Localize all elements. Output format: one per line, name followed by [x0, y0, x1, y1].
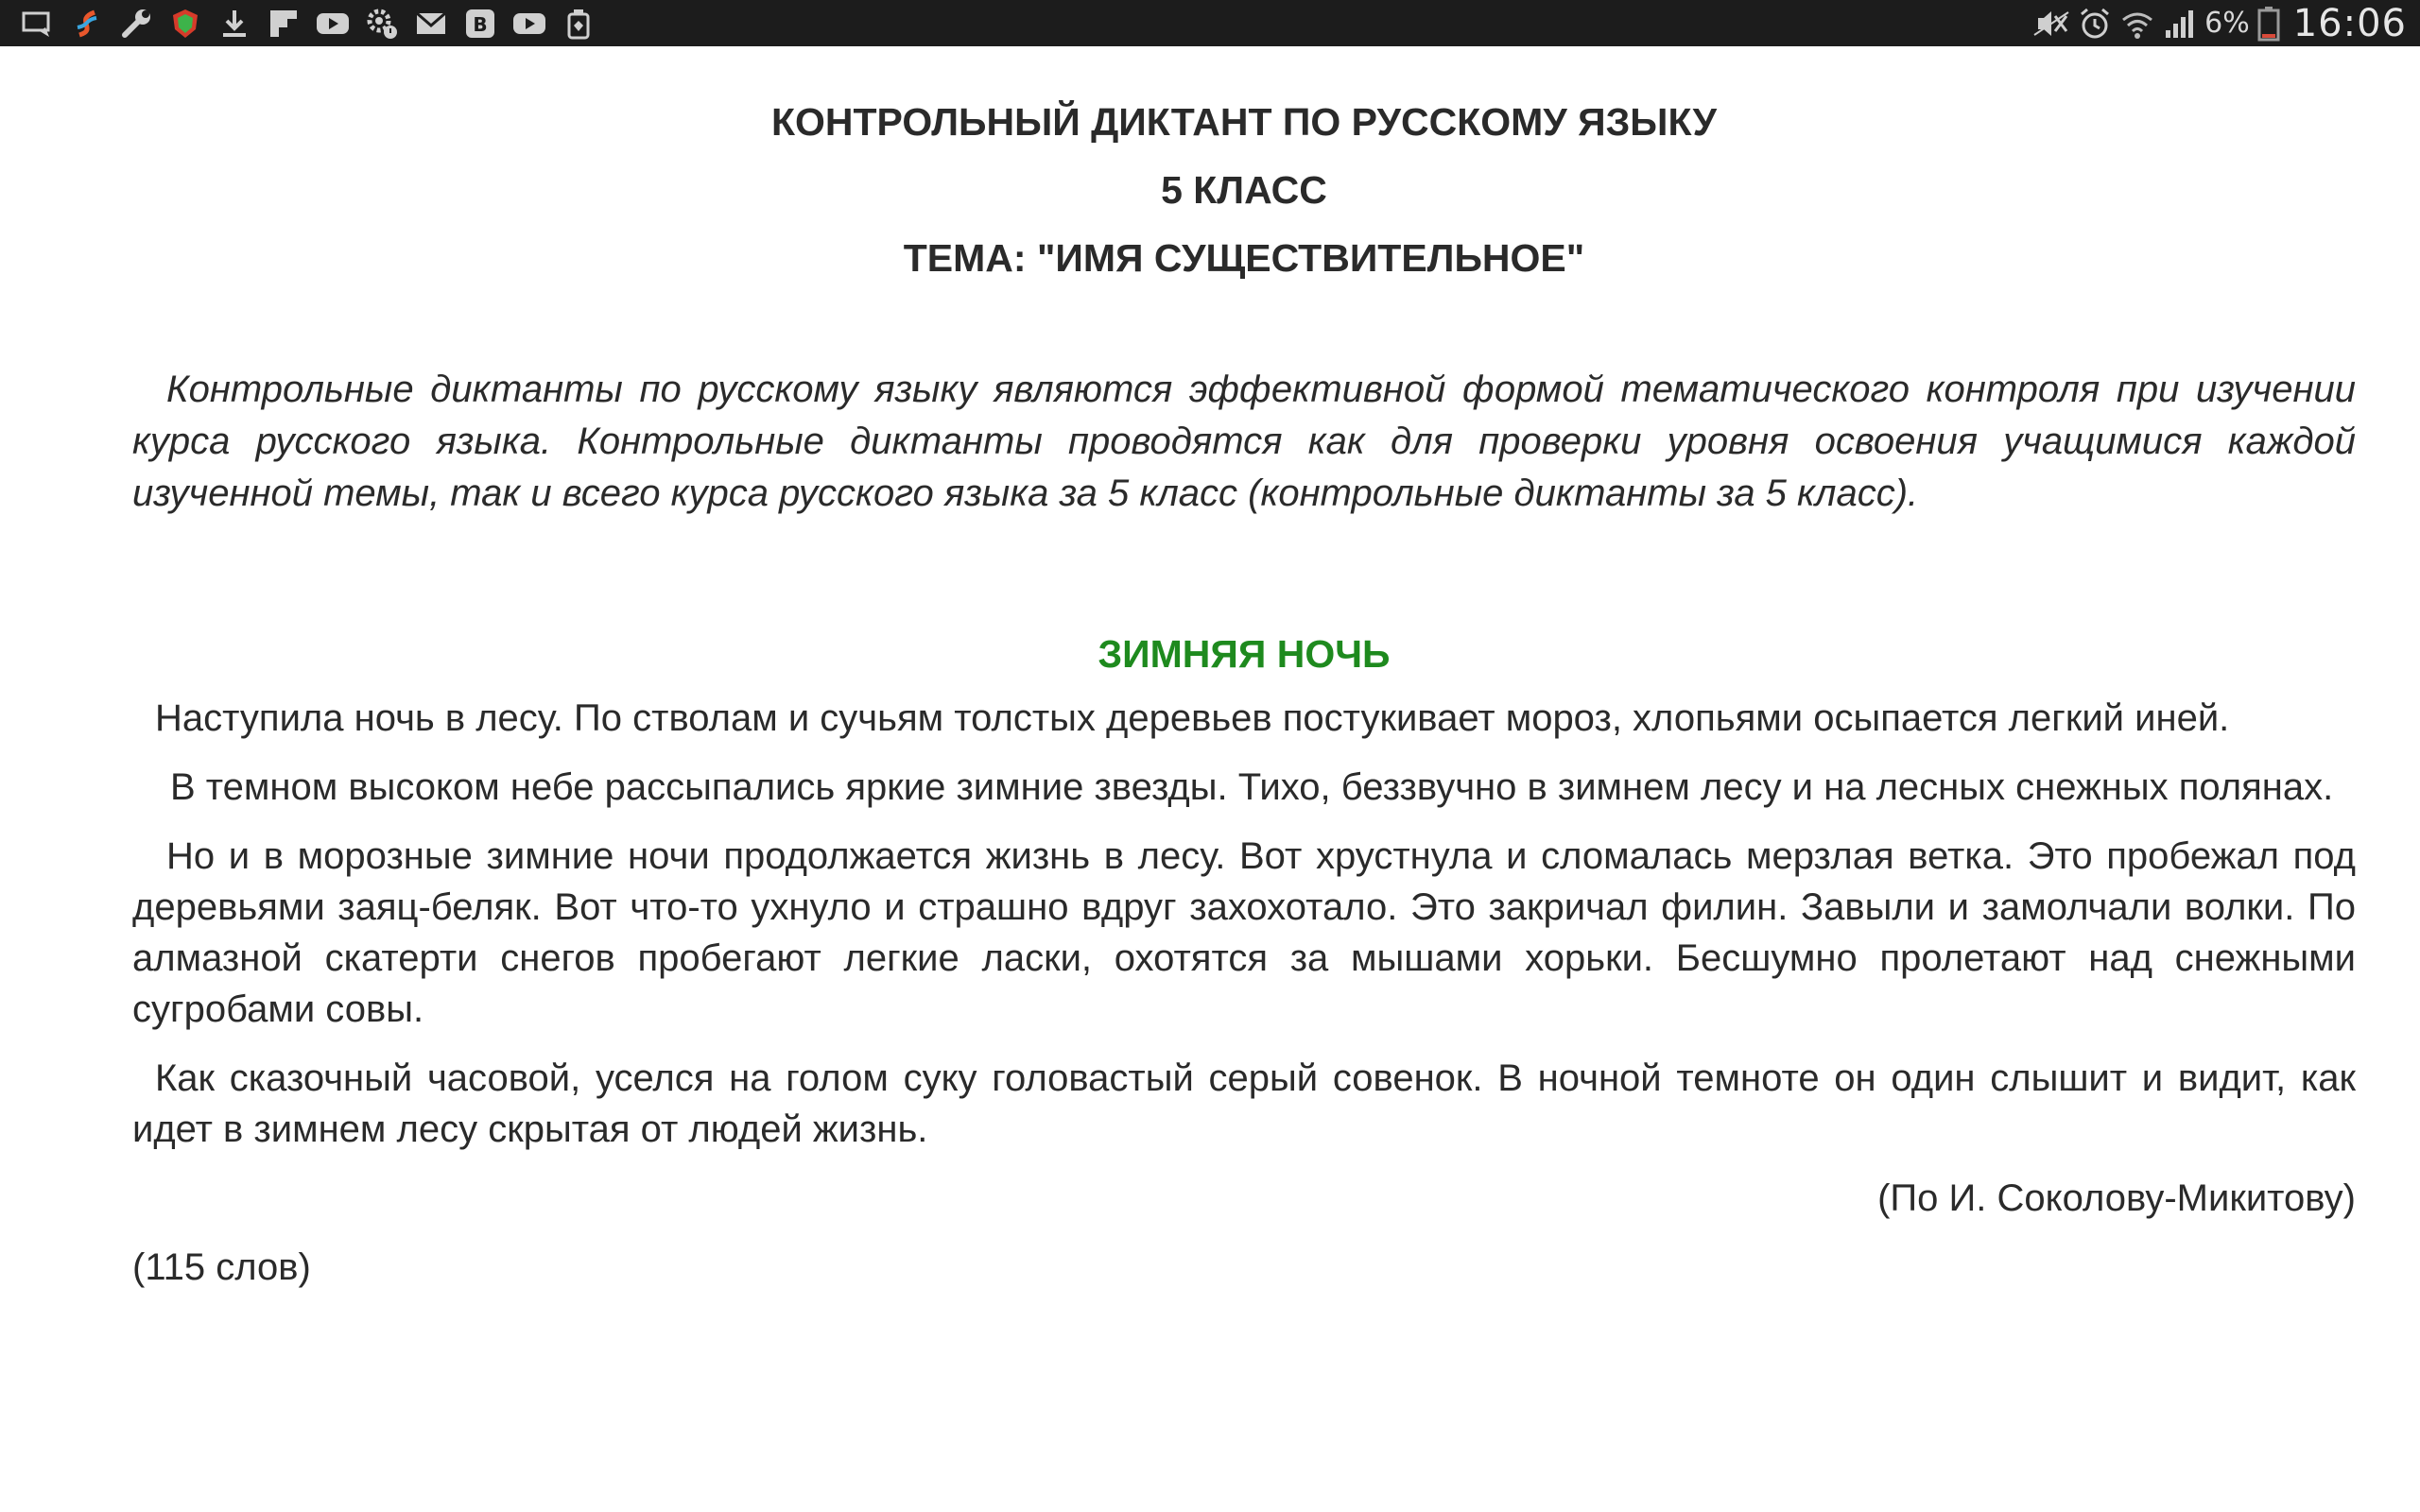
title-line-2: 5 КЛАСС: [1161, 168, 1327, 212]
flipboard-icon[interactable]: [265, 5, 302, 43]
shield-app-icon[interactable]: [166, 5, 204, 43]
section-heading: ЗИМНЯЯ НОЧЬ: [1098, 632, 1391, 676]
title-line-1: КОНТРОЛЬНЫЙ ДИКТАНТ ПО РУССКОМУ ЯЗЫКУ: [770, 100, 1717, 144]
word-count: (115 слов): [132, 1246, 311, 1288]
battery-percent: 6%: [2204, 7, 2250, 40]
svg-text:B: B: [473, 12, 488, 36]
alarm-icon: [2078, 5, 2112, 43]
app-swirl-icon[interactable]: [68, 5, 106, 43]
youtube-icon[interactable]: [314, 5, 352, 43]
screen-mirror-icon[interactable]: [19, 5, 57, 43]
intro-paragraph: Контрольные диктанты по русскому языку являются эффективной формой тематического контроля при изучении курса русского языка. Контрольные диктанты проводятся как для проверки уровня освоения учащимися каждой изученной темы, так и всего курса русского языка за 5 класс (контрольные диктанты за 5 класс).: [132, 369, 2356, 514]
youtube-icon[interactable]: [510, 5, 548, 43]
attribution: (По И. Соколову-Микитову): [1877, 1177, 2356, 1219]
wifi-icon: [2119, 5, 2155, 43]
clock: 16:06: [2292, 1, 2407, 45]
dictation-paragraph-4: Как сказочный часовой, уселся на голом суку головастый серый совенок. В ночной темноте он один слышит и видит, как идет в зимнем лесу скрытая от людей жизнь.: [132, 1057, 2356, 1150]
signal-icon: [2163, 5, 2197, 43]
gmail-icon[interactable]: [412, 5, 450, 43]
battery-icon: [2257, 5, 2280, 43]
wrench-icon[interactable]: [117, 5, 155, 43]
vk-icon[interactable]: [461, 5, 499, 43]
title-line-3: ТЕМА: "ИМЯ СУЩЕСТВИТЕЛЬНОЕ": [903, 236, 1585, 280]
notification-icons: [19, 5, 609, 43]
dictation-paragraph-3: Но и в морозные зимние ночи продолжается жизнь в лесу. Вот хрустнула и сломалась мерзлая ветка. Это пробежал под деревьями заяц-беляк. Вот что-то ухнуло и страшно вдруг захохотало. Это закричал филин. Завыли и замолчали волки. По алмазной скатерти снегов пробегают легкие ласки, охотятся за мышами хорьки. Бесшумно пролетают над снежными сугробами совы.: [132, 835, 2356, 1030]
document: [132, 46, 2356, 1293]
mute-icon: [2032, 5, 2070, 43]
dictation-paragraph-2: В темном высоком небе рассыпались яркие зимние звезды. Тихо, беззвучно в зимнем лесу и на лесных снежных полянах.: [170, 766, 2334, 808]
status-bar: [0, 0, 2420, 46]
system-icons: [2025, 2, 2407, 45]
cleaner-icon[interactable]: [560, 5, 597, 43]
download-icon[interactable]: [216, 5, 253, 43]
settings-badge-icon[interactable]: [363, 5, 401, 43]
dictation-paragraph-1: Наступила ночь в лесу. По стволам и сучьям толстых деревьев постукивает мороз, хлопьями осыпается легкий иней.: [155, 697, 2230, 739]
title-block: [132, 46, 2356, 292]
